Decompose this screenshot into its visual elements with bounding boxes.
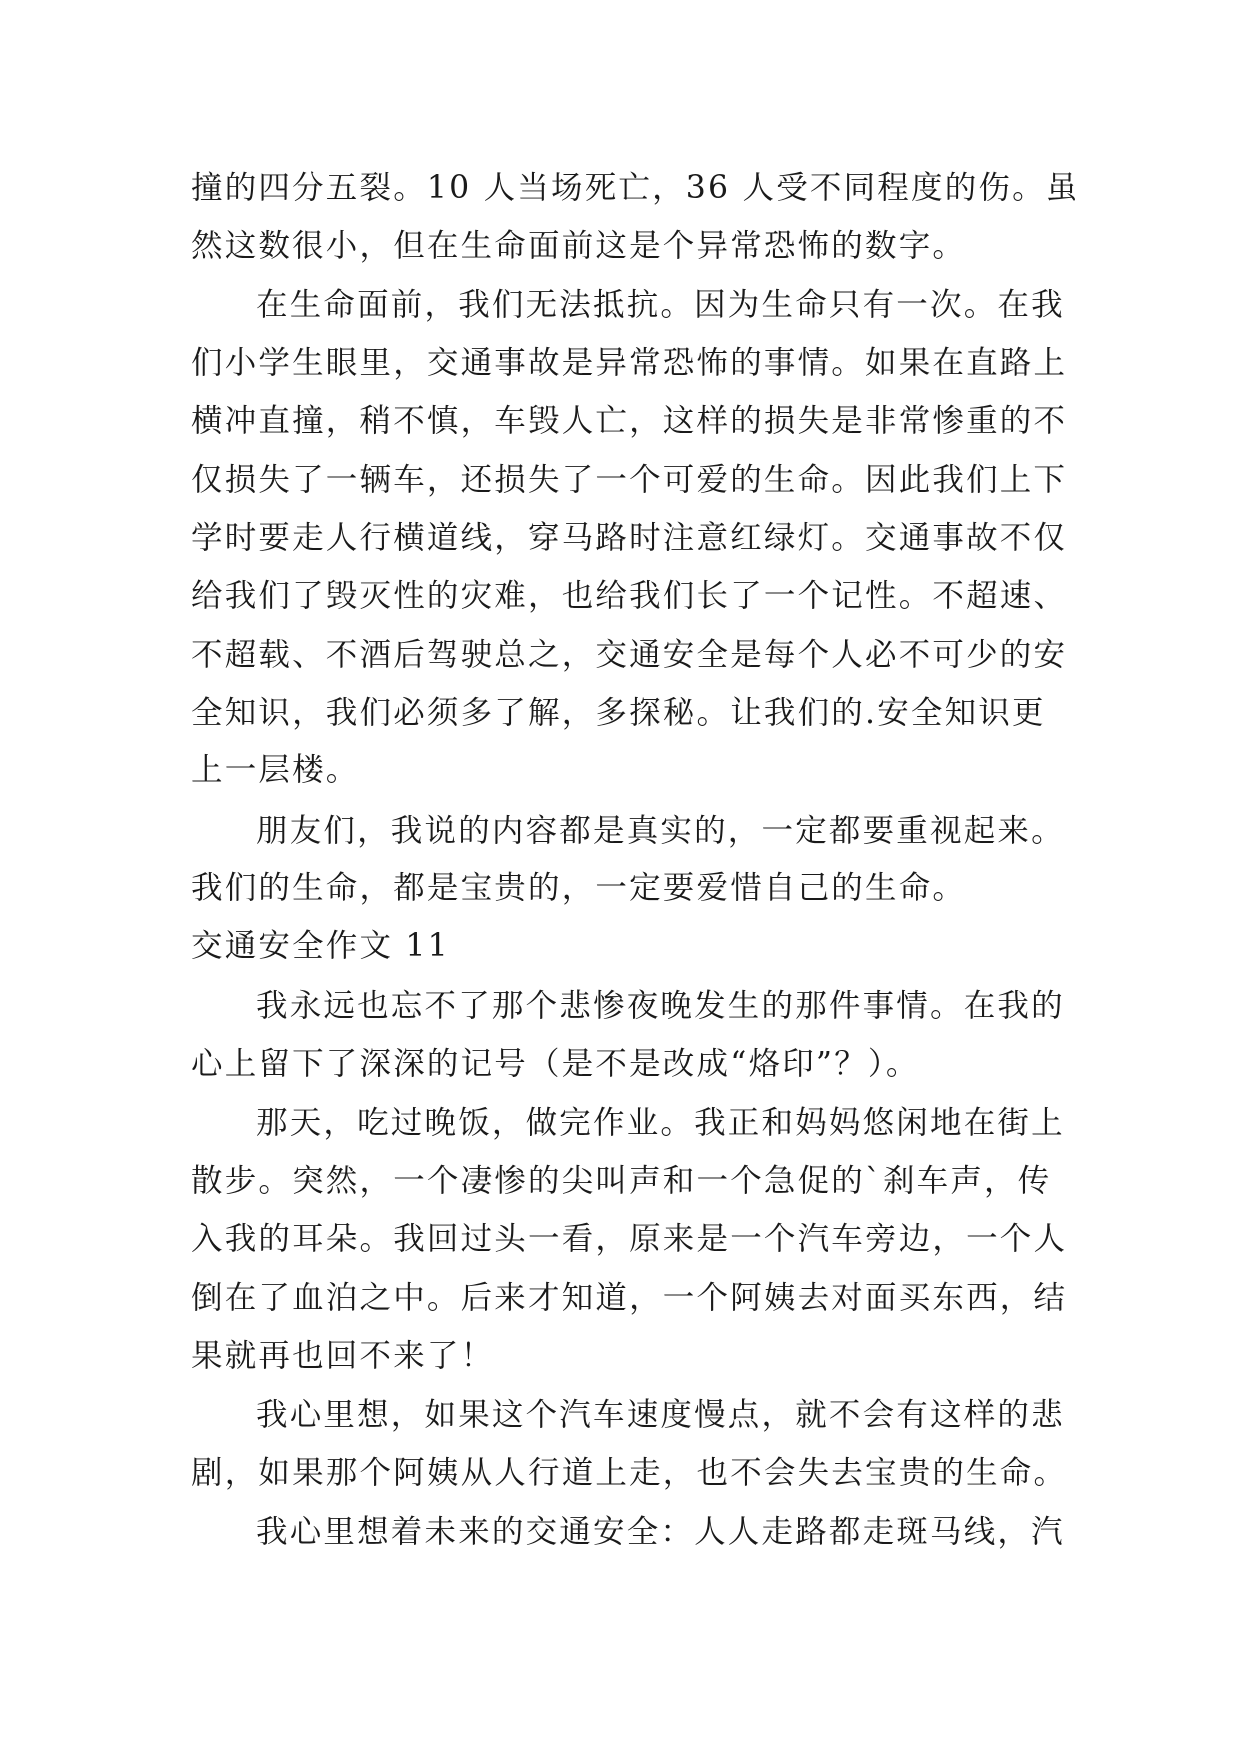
- text-line: 散步。突然，一个凄惨的尖叫声和一个急促的`刹车声，传: [191, 1163, 1052, 1199]
- text-line: 给我们了毁灭性的灾难，也给我们长了一个记性。不超速、: [191, 578, 1068, 614]
- text-line: 心上留下了深深的记号（是不是改成“烙印”？）。: [191, 1046, 920, 1082]
- paragraph-first-line: 朋友们，我说的内容都是真实的，一定都要重视起来。: [256, 813, 1065, 849]
- text-line: 撞的四分五裂。10 人当场死亡，36 人受不同程度的伤。虽: [191, 170, 1080, 206]
- text-line: 倒在了血泊之中。后来才知道，一个阿姨去对面买东西，结: [191, 1280, 1068, 1316]
- paragraph-first-line: 我心里想，如果这个汽车速度慢点，就不会有这样的悲: [256, 1397, 1065, 1433]
- section-heading: 交通安全作文 11: [191, 928, 450, 964]
- text-line: 仅损失了一辆车，还损失了一个可爱的生命。因此我们上下: [191, 462, 1068, 498]
- text-line: 横冲直撞，稍不慎，车毁人亡，这样的损失是非常惨重的不: [191, 403, 1068, 439]
- text-line: 上一层楼。: [191, 752, 360, 788]
- paragraph-first-line: 在生命面前，我们无法抵抗。因为生命只有一次。在我: [256, 287, 1065, 323]
- text-line: 全知识，我们必须多了解，多探秘。让我们的.安全知识更: [191, 695, 1046, 731]
- text-line: 我们的生命，都是宝贵的，一定要爱惜自己的生命。: [191, 870, 967, 906]
- text-line: 入我的耳朵。我回过头一看，原来是一个汽车旁边，一个人: [191, 1221, 1068, 1257]
- text-line: 学时要走人行横道线，穿马路时注意红绿灯。交通事故不仅: [191, 520, 1068, 556]
- text-line: 剧，如果那个阿姨从人行道上走，也不会失去宝贵的生命。: [191, 1455, 1068, 1491]
- paragraph-first-line: 我心里想着未来的交通安全：人人走路都走斑马线，汽: [256, 1514, 1065, 1550]
- text-line: 们小学生眼里，交通事故是异常恐怖的事情。如果在直路上: [191, 345, 1068, 381]
- paragraph-first-line: 那天，吃过晚饭，做完作业。我正和妈妈悠闲地在街上: [256, 1105, 1065, 1141]
- text-line: 不超载、不酒后驾驶总之，交通安全是每个人必不可少的安: [191, 637, 1068, 673]
- text-line: 然这数很小，但在生命面前这是个异常恐怖的数字。: [191, 228, 967, 264]
- paragraph-first-line: 我永远也忘不了那个悲惨夜晚发生的那件事情。在我的: [256, 988, 1065, 1024]
- text-line: 果就再也回不来了！: [191, 1338, 495, 1374]
